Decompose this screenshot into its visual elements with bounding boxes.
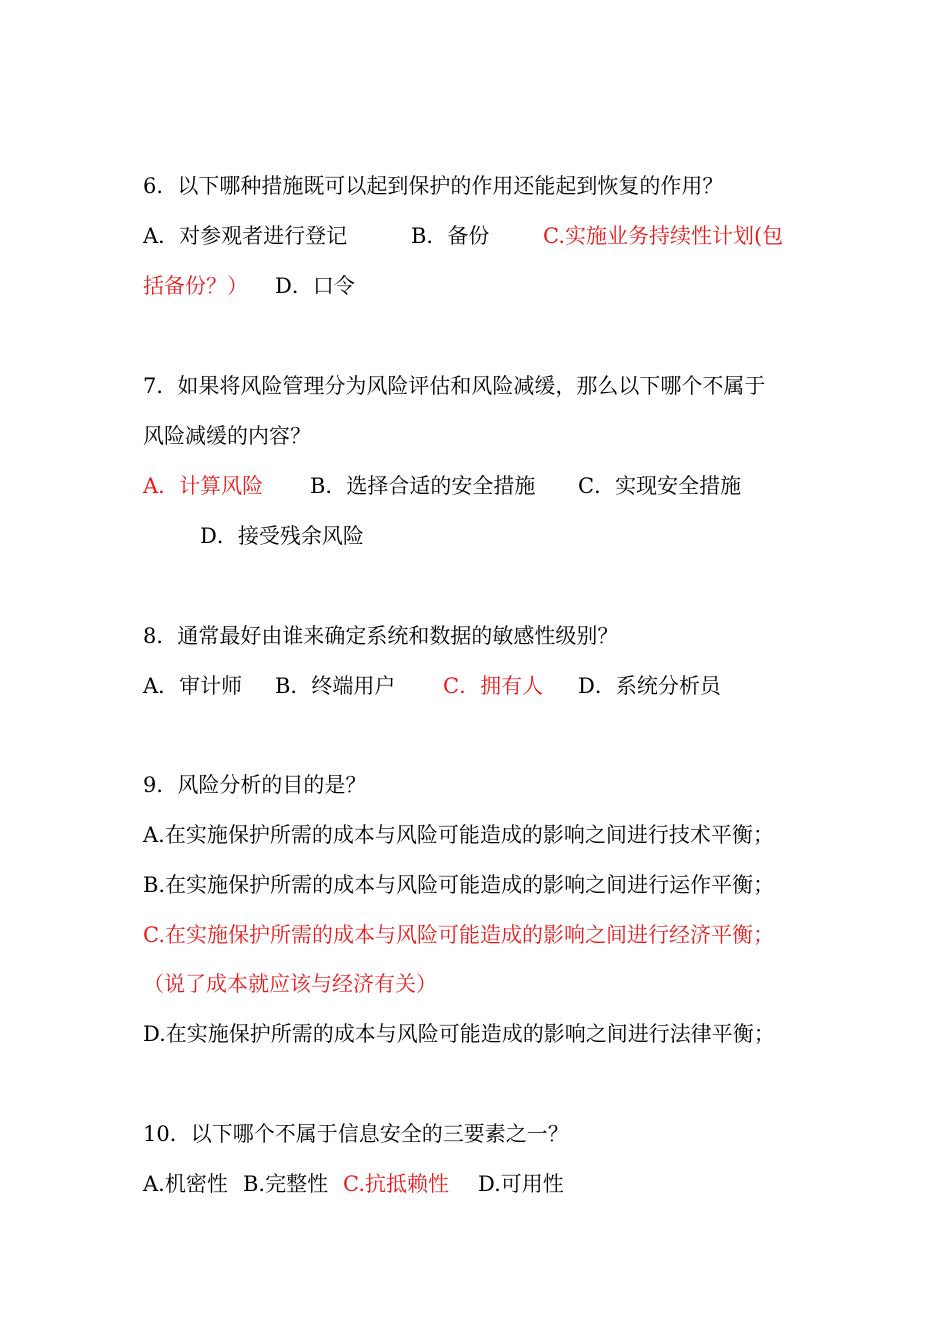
q6-options-row-2: [143, 272, 355, 300]
q10-option-c-answer: C.抗抵赖性: [343, 1172, 449, 1196]
q8-option-b: B．终端用户: [275, 674, 396, 698]
q8-option-d: D．系统分析员: [578, 674, 721, 698]
q6-option-c-answer: C.实施业务持续性计划(包: [543, 224, 784, 248]
q8-options-row: [143, 672, 721, 700]
q10-option-b: B.完整性: [243, 1172, 329, 1196]
q7-question-continued: 风险减缓的内容？: [143, 424, 311, 448]
q6-option-a: A．对参观者进行登记: [143, 224, 348, 248]
q9-option-c-answer: C.在实施保护所需的成本与风险可能造成的影响之间进行经济平衡；: [143, 923, 774, 947]
q9-option-d: D.在实施保护所需的成本与风险可能造成的影响之间进行法律平衡；: [143, 1022, 775, 1046]
q10-options-row: [143, 1170, 564, 1198]
q7-option-c: C．实现安全措施: [578, 474, 742, 498]
q6-options-row: [143, 222, 783, 250]
q6-option-d: D．口令: [275, 274, 355, 298]
q7-options-row: [143, 472, 741, 500]
q7-option-d: D．接受残余风险: [200, 524, 364, 548]
q10-option-d: D.可用性: [478, 1172, 564, 1196]
q6-option-c-continued: 括备份？）: [143, 274, 248, 298]
q10-question: 10．以下哪个不属于信息安全的三要素之一？: [143, 1122, 569, 1146]
q7-option-a-answer: A．计算风险: [143, 474, 264, 498]
q6-question: 6．以下哪种措施既可以起到保护的作用还能起到恢复的作用？: [143, 174, 724, 198]
q8-option-c-answer: C．拥有人: [443, 674, 544, 698]
q9-option-b: B.在实施保护所需的成本与风险可能造成的影响之间进行运作平衡；: [143, 873, 775, 897]
q9-answer-note: （说了成本就应该与经济有关）: [143, 972, 437, 996]
q9-question: 9．风险分析的目的是？: [143, 773, 367, 797]
q8-question: 8．通常最好由谁来确定系统和数据的敏感性级别？: [143, 624, 619, 648]
q8-option-a: A．审计师: [143, 674, 243, 698]
q6-option-b: B．备份: [411, 224, 490, 248]
q10-option-a: A.机密性: [143, 1172, 228, 1196]
q9-option-a: A.在实施保护所需的成本与风险可能造成的影响之间进行技术平衡；: [143, 823, 774, 847]
q7-question: 7．如果将风险管理分为风险评估和风险减缓，那么以下哪个不属于: [143, 374, 766, 398]
q7-option-b: B．选择合适的安全措施: [310, 474, 536, 498]
